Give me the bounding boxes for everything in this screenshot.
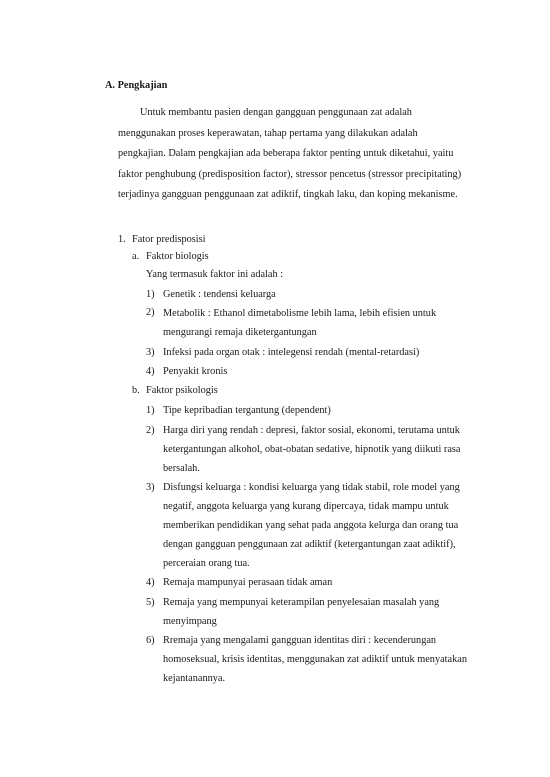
list-item: Disfungsi keluarga : kondisi keluarga yang tidak stabil, role model yang negatif, anggota keluarga yang kurang dipercaya, tidak mampu untuk memberikan pendidikan yang sehat pada anggota kelurga dan orang tua dengan gangguan penggunaan zat adiktif (ketergantungan zaat adiktif), perceraian orang tua. <box>163 482 460 569</box>
list-item-marker: 5) <box>146 597 155 608</box>
sublist-a-label: Faktor biologis <box>146 251 209 262</box>
list-item-marker: 4) <box>146 577 155 588</box>
sublist-marker-b: b. <box>132 385 140 396</box>
list-item-marker: 1) <box>146 289 155 300</box>
list-item: Infeksi pada organ otak : intelegensi rendah (mental-retardasi) <box>163 347 420 358</box>
list-item-marker: 4) <box>146 366 155 377</box>
list-item: Remaja yang mempunyai keterampilan penyelesaian masalah yang menyimpang <box>163 597 440 627</box>
intro-paragraph: Untuk membantu pasien dengan gangguan penggunaan zat adalah menggunakan proses keperawatan, tahap pertama yang dilakukan adalah pengkajian. Dalam pengkajian ada beberapa faktor penting untuk diketahui, yaitu faktor penghubung (predisposition factor), stressor pencetus (stressor precipitating) terjadinya gangguan penggunaan zat adiktif, tingkah laku, dan koping mekanisme. <box>118 107 462 201</box>
list-item-1-label: Fator predisposisi <box>132 234 206 245</box>
list-item: Tipe kepribadian tergantung (dependent) <box>163 405 331 416</box>
list-number-1: 1. <box>118 234 126 245</box>
section-heading: A. Pengkajian <box>105 80 168 91</box>
list-item: Penyakit kronis <box>163 366 228 377</box>
list-item: Metabolik : Ethanol dimetabolisme lebih lama, lebih efisien untuk mengurangi remaja diketergantungan <box>163 308 437 338</box>
list-item-marker: 3) <box>146 482 155 493</box>
sublist-b-label: Faktor psikologis <box>146 385 218 396</box>
list-item-marker: 2) <box>146 425 155 436</box>
sublist-marker-a: a. <box>132 251 140 262</box>
list-item: Rremaja yang mengalami gangguan identitas diri : kecenderungan homoseksual, krisis identitas, menggunakan zat adiktif untuk menyatakan kejantanannya. <box>163 635 467 684</box>
list-item-marker: 6) <box>146 635 155 646</box>
sublist-a-lead: Yang termasuk faktor ini adalah : <box>146 269 284 280</box>
list-item: Genetik : tendensi keluarga <box>163 289 276 300</box>
list-item: Remaja mampunyai perasaan tidak aman <box>163 577 333 588</box>
list-item-marker: 3) <box>146 347 155 358</box>
list-item: Harga diri yang rendah : depresi, faktor sosial, ekonomi, terutama untuk ketergantungan alkohol, obat-obatan sedative, hipnotik yang diikuti rasa bersalah. <box>163 425 461 474</box>
list-item-marker: 2) <box>146 307 155 318</box>
list-item-marker: 1) <box>146 405 155 416</box>
